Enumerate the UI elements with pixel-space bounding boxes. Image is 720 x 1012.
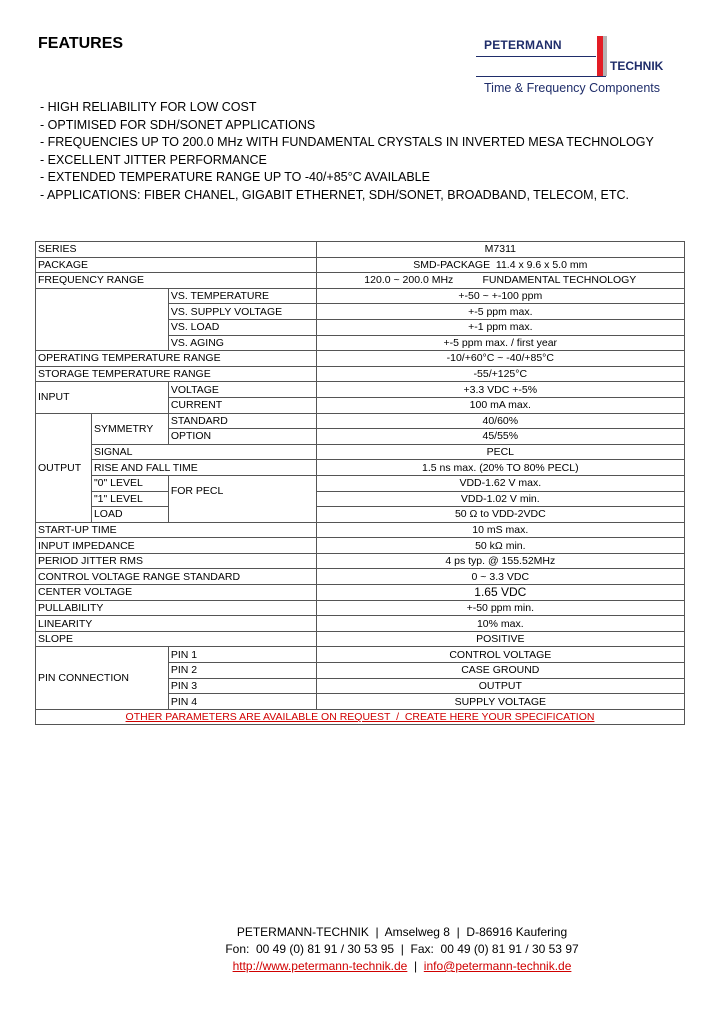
feature-item: - APPLICATIONS: FIBER CHANEL, GIGABIT ETHERNET, SDH/SONET, BROADBAND, TELECOM, ETC.	[40, 187, 630, 202]
logo-line-top	[476, 56, 596, 57]
pin-value: CONTROL VOLTAGE	[316, 647, 684, 663]
request-notice[interactable]: OTHER PARAMETERS ARE AVAILABLE ON REQUEST / CREATE HERE YOUR SPECIFICATION	[36, 709, 685, 725]
spec-label: START-UP TIME	[36, 522, 317, 538]
table-row	[36, 382, 685, 398]
table-row	[36, 585, 685, 601]
spec-value: 1.5 ns max. (20% TO 80% PECL)	[316, 460, 684, 476]
spec-label: SERIES	[36, 242, 317, 258]
spec-table	[35, 241, 685, 725]
spec-value: -10/+60°C ~ -40/+85°C	[316, 351, 684, 367]
table-row	[36, 491, 685, 507]
pin-label: PIN 3	[168, 678, 316, 694]
spec-value: 4 ps typ. @ 155.52MHz	[316, 553, 684, 569]
spec-label: SYMMETRY	[91, 413, 168, 444]
spec-value: M7311	[316, 242, 684, 258]
pin-value: CASE GROUND	[316, 663, 684, 679]
table-row	[36, 242, 685, 258]
website-link[interactable]: http://www.petermann-technik.de	[232, 959, 408, 973]
feature-item: - FREQUENCIES UP TO 200.0 MHz WITH FUNDAMENTAL CRYSTALS IN INVERTED MESA TECHNOLOGY	[40, 135, 654, 149]
spec-label: OUTPUT	[36, 413, 92, 522]
spec-label: CONTROL VOLTAGE RANGE STANDARD	[36, 569, 317, 585]
spec-value: VDD-1.02 V min.	[316, 491, 684, 507]
spec-label: INPUT IMPEDANCE	[36, 538, 317, 554]
pin-value: OUTPUT	[316, 678, 684, 694]
spec-value: +3.3 VDC +-5%	[316, 382, 684, 398]
feature-item: - OPTIMISED FOR SDH/SONET APPLICATIONS	[40, 117, 316, 132]
table-row	[36, 460, 685, 476]
spec-label: VS. SUPPLY VOLTAGE	[168, 304, 316, 320]
spec-label: SIGNAL	[91, 444, 316, 460]
spec-label: "0" LEVEL	[91, 475, 168, 491]
company-logo	[476, 36, 676, 96]
table-row	[36, 351, 685, 367]
spec-value: VDD-1.62 V max.	[316, 475, 684, 491]
spec-label: OPTION	[168, 429, 316, 445]
footer-separator: |	[407, 959, 424, 973]
table-row	[36, 709, 685, 725]
spec-value: 1.65 VDC	[316, 585, 684, 601]
table-row	[36, 553, 685, 569]
table-row	[36, 273, 685, 289]
table-row	[36, 475, 685, 491]
email-link[interactable]: info@petermann-technik.de	[423, 959, 572, 973]
features-list	[40, 99, 654, 204]
footer-phone: Fon: 00 49 (0) 81 91 / 30 53 95 | Fax: 00 49 (0) 81 91 / 30 53 97	[225, 942, 579, 956]
spec-label: VS. TEMPERATURE	[168, 288, 316, 304]
footer	[0, 924, 720, 975]
table-row	[36, 631, 685, 647]
spec-value: +-50 ppm min.	[316, 600, 684, 616]
spec-value: 0 ~ 3.3 VDC	[316, 569, 684, 585]
feature-item: - EXTENDED TEMPERATURE RANGE UP TO -40/+85°C AVAILABLE	[40, 170, 430, 184]
spec-label: FREQUENCY RANGE	[36, 273, 317, 289]
pin-label: PIN 1	[168, 647, 316, 663]
spec-value: 50 kΩ min.	[316, 538, 684, 554]
spec-value: 50 Ω to VDD-2VDC	[316, 507, 684, 523]
pin-label: PIN 2	[168, 663, 316, 679]
table-row	[36, 647, 685, 663]
spec-value: +-50 ~ +-100 ppm	[316, 288, 684, 304]
logo-grey-bar	[603, 36, 607, 76]
table-row	[36, 538, 685, 554]
spec-label: LINEARITY	[36, 616, 317, 632]
spec-label: PIN CONNECTION	[36, 647, 169, 709]
spec-value: 10% max.	[316, 616, 684, 632]
table-row	[36, 507, 685, 523]
spec-value: POSITIVE	[316, 631, 684, 647]
spec-label: VOLTAGE	[168, 382, 316, 398]
table-row	[36, 522, 685, 538]
spec-value: 45/55%	[316, 429, 684, 445]
spec-label: INPUT	[36, 382, 169, 413]
spec-value: 40/60%	[316, 413, 684, 429]
logo-line-bottom	[476, 76, 606, 77]
table-row	[36, 616, 685, 632]
spec-label: RISE AND FALL TIME	[91, 460, 316, 476]
table-row	[36, 444, 685, 460]
table-row	[36, 600, 685, 616]
spec-label: VS. AGING	[168, 335, 316, 351]
spec-value: 120.0 ~ 200.0 MHz FUNDAMENTAL TECHNOLOGY	[316, 273, 684, 289]
logo-tagline: Time & Frequency Components	[484, 81, 661, 95]
spec-value: +-5 ppm max. / first year	[316, 335, 684, 351]
spec-label: STANDARD	[168, 413, 316, 429]
pin-value: SUPPLY VOLTAGE	[316, 694, 684, 710]
page-title: FEATURES	[38, 35, 124, 52]
spec-value: +-1 ppm max.	[316, 319, 684, 335]
logo-name-technik: TECHNIK	[610, 59, 664, 73]
footer-address: PETERMANN-TECHNIK | Amselweg 8 | D-86916 Kaufering	[236, 925, 568, 939]
spec-label: FOR PECL	[168, 475, 316, 522]
spec-value: 10 mS max.	[316, 522, 684, 538]
spec-label: CURRENT	[168, 397, 316, 413]
stability-group-cell	[36, 288, 169, 350]
spec-label: LOAD	[91, 507, 168, 523]
table-row	[36, 413, 685, 429]
spec-label: SLOPE	[36, 631, 317, 647]
footer-links	[84, 958, 720, 975]
spec-label: CENTER VOLTAGE	[36, 585, 317, 601]
pin-label: PIN 4	[168, 694, 316, 710]
spec-label: PULLABILITY	[36, 600, 317, 616]
spec-label: PERIOD JITTER RMS	[36, 553, 317, 569]
spec-value: -55/+125°C	[316, 366, 684, 382]
table-row	[36, 569, 685, 585]
spec-label: OPERATING TEMPERATURE RANGE	[36, 351, 317, 367]
spec-value: SMD-PACKAGE 11.4 x 9.6 x 5.0 mm	[316, 257, 684, 273]
table-row	[36, 366, 685, 382]
spec-label: "1" LEVEL	[91, 491, 168, 507]
feature-item: - HIGH RELIABILITY FOR LOW COST	[40, 100, 257, 114]
spec-value: 100 mA max.	[316, 397, 684, 413]
spec-label: PACKAGE	[36, 257, 317, 273]
feature-item: - EXCELLENT JITTER PERFORMANCE	[40, 152, 267, 167]
logo-name-petermann: PETERMANN	[484, 38, 562, 52]
spec-label: VS. LOAD	[168, 319, 316, 335]
spec-label: STORAGE TEMPERATURE RANGE	[36, 366, 317, 382]
table-row	[36, 257, 685, 273]
table-row	[36, 288, 685, 304]
spec-value: +-5 ppm max.	[316, 304, 684, 320]
spec-value: PECL	[316, 444, 684, 460]
